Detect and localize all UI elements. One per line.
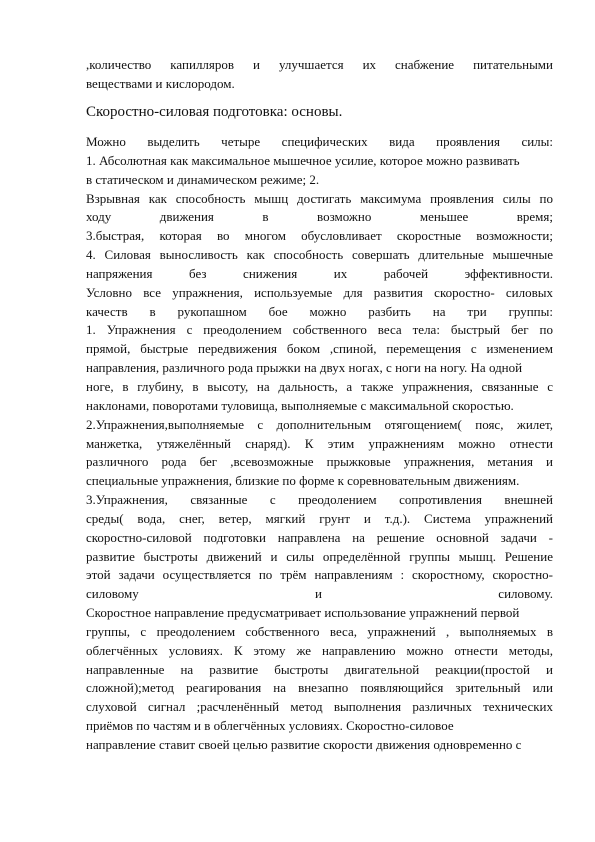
text-line: 3.быстрая, которая во многом обусловливает скоростные возможности;	[86, 228, 553, 244]
text-line: веществами и кислородом.	[86, 75, 235, 91]
text-line: наклонами, поворотами туловища, выполняемые с максимальной скоростью.	[86, 397, 514, 413]
text-line: слуховой сигнал ;расчленённый метод выполнения различных технических	[86, 699, 553, 715]
text-line: Можно выделить четыре специфических вида проявления силы:	[86, 134, 553, 149]
text-line: различного рода бег ,всевозможные прыжковые упражнения, метания и	[86, 454, 553, 470]
text-line: прямой, быстрые передвижения боком ,спиной, перемещения с изменением	[86, 341, 553, 357]
section-heading: Скоростно-силовая подготовка: основы.	[86, 104, 343, 120]
text-line: специальные упражнения, близкие по форме к соревновательным движениям.	[86, 473, 520, 489]
text-line: Скоростное направление предусматривает использование упражнений первой	[86, 605, 520, 621]
text-line: облегчённых условиях. К этому же направлению можно отнести методы,	[86, 642, 553, 658]
text-line: группы, с преодолением собственного веса, упражнений , выполняемых в	[86, 623, 553, 639]
text-line: 1. Упражнения с преодолением собственного веса тела: быстрый бег по	[86, 322, 553, 338]
text-line: среды( вода, снег, ветер, мягкий грунт и т.д.). Система упражнений	[86, 510, 553, 526]
text-line: Взрывная как способность мышц достигать максимума проявления силы по	[86, 190, 553, 206]
text-line: в статическом и динамическом режиме; 2.	[86, 171, 320, 187]
text-line: ,количество капилляров и улучшается их снабжение питательными	[86, 57, 553, 72]
text-line: развитие быстроты движений и силы определённой группы мышц. Решение	[86, 548, 553, 564]
text-line: манжетка, утяжелённый снаряд). К этим упражнениям можно отнести	[86, 435, 553, 451]
text-line: 4. Силовая выносливость как способность совершать длительные мышечные	[86, 247, 553, 263]
text-line: 2.Упражнения,выполняемые с дополнительным отягощением( пояс, жилет,	[86, 416, 553, 432]
text-line: силовому и силовому.	[86, 586, 553, 602]
text-line: направленные на развитие быстроты двигательной реакции(простой и	[86, 661, 553, 677]
text-line: 1. Абсолютная как максимальное мышечное усилие, которое можно развивать	[86, 152, 520, 168]
text-line: направление ставит своей целью развитие скорости движения одновременно с	[86, 737, 522, 752]
text-line: ноге, в глубину, в высоту, на дальность, а также упражнения, связанные с	[86, 378, 553, 394]
text-line: этой задачи осуществляется по трём направлениям : скоростному, скоростно-	[86, 567, 553, 583]
text-line: напряжения без снижения их рабочей эффективности.	[86, 265, 553, 281]
text-line: скоростно-силовой подготовки направлена на решение основной задачи -	[86, 529, 553, 545]
text-line: направления, различного рода прыжки на двух ногах, с ноги на ногу. На одной	[86, 360, 523, 376]
text-line: Условно все упражнения, используемые для развития скоростно- силовых	[86, 284, 553, 300]
text-line: сложной);метод реагирования на внезапно появляющийся зрительный или	[86, 680, 553, 696]
text-line: приёмов по частям и в облегчённых условиях. Скоростно-силовое	[86, 718, 454, 734]
text-line: 3.Упражнения, связанные с преодолением сопротивления внешней	[86, 492, 553, 508]
intro-paragraph	[86, 56, 553, 94]
text-line: ходу движения в возможно меньшее время;	[86, 209, 553, 225]
body-paragraph	[86, 133, 553, 755]
text-line: качеств в рукопашном бое можно разбить на три группы:	[86, 303, 553, 319]
